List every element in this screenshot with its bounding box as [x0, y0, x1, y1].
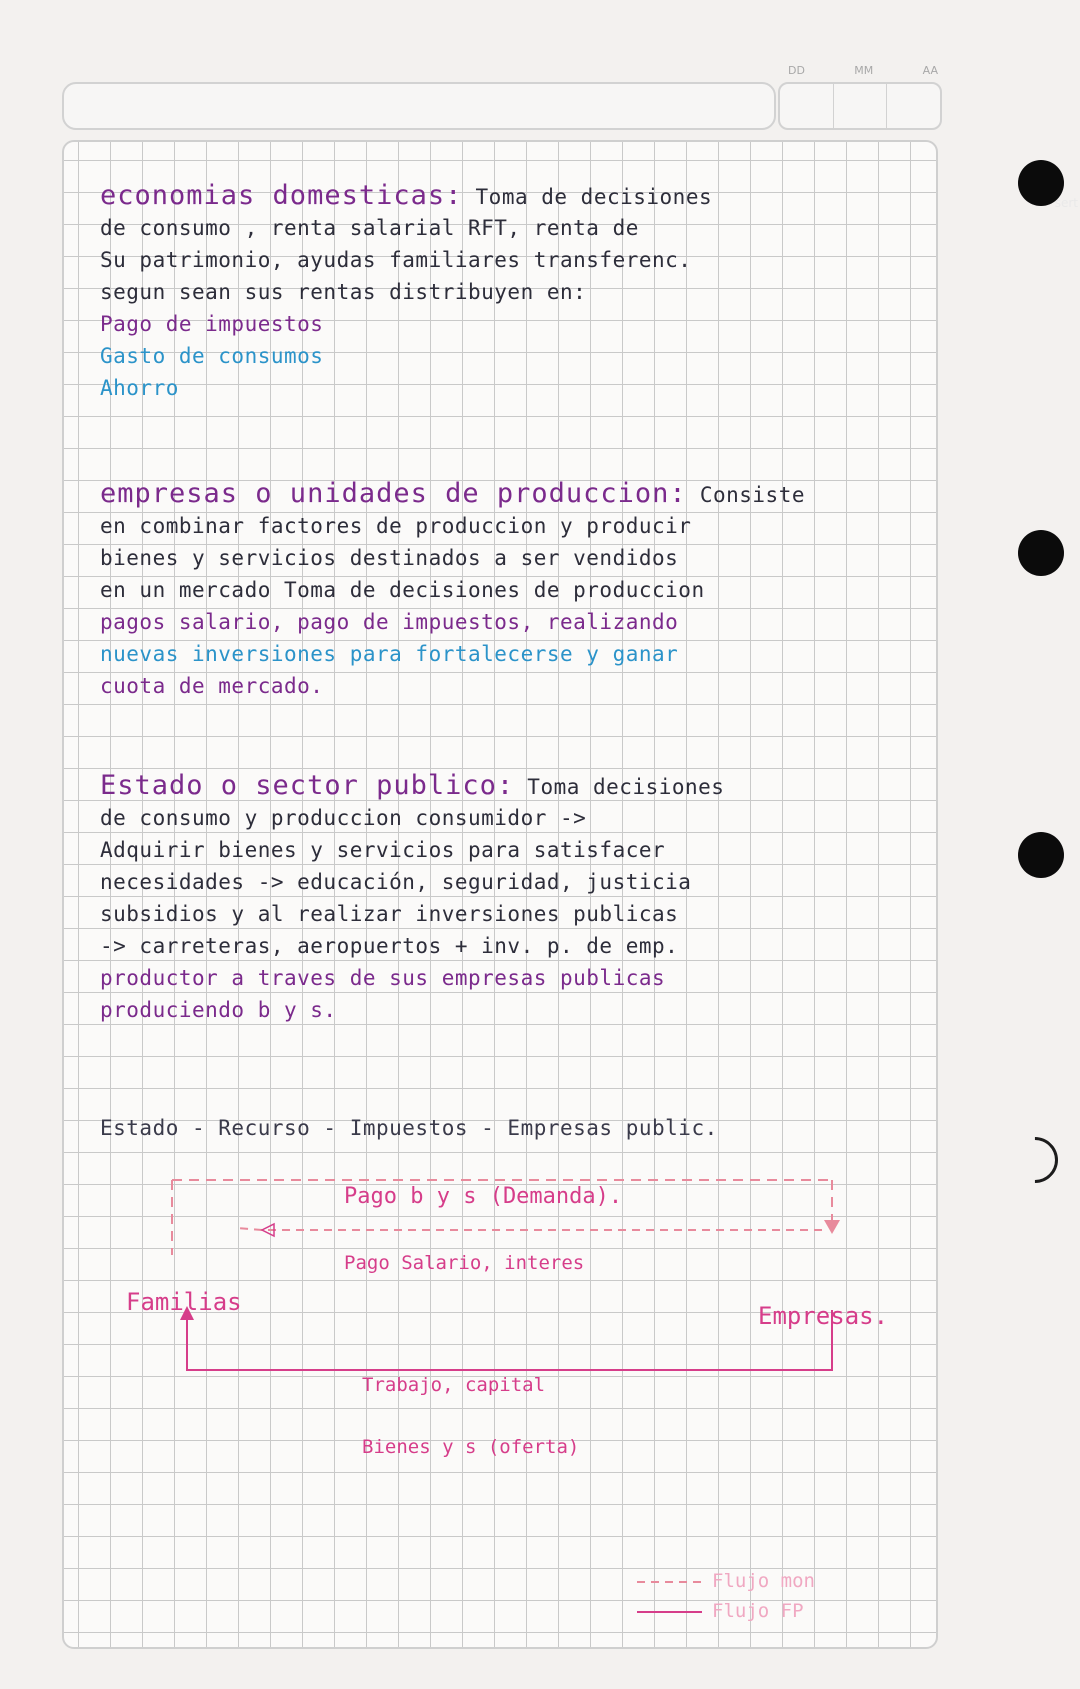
section3-title: Estado o sector publico:: [100, 770, 515, 801]
circular-flow-diagram: [62, 1160, 934, 1640]
section2-line-4: en un mercado Toma de decisiones de produccion: [100, 578, 705, 602]
factor-loop-solid: [187, 1310, 832, 1370]
section3-line-6: -> carreteras, aeropuertos + inv. p. de emp.: [100, 934, 679, 958]
section-empresas: [100, 478, 930, 702]
flow-label-bienes: Bienes y s (oferta): [362, 1436, 580, 1458]
flow-label-pago-bys: Pago b y s (Demanda).: [344, 1184, 623, 1209]
section-estado: [100, 770, 930, 1026]
section2-line-7: cuota de mercado.: [100, 674, 324, 698]
section3-line-2: de consumo y produccion consumidor ->: [100, 806, 587, 830]
date-cell-month: [834, 84, 888, 128]
date-labels: [788, 64, 938, 77]
section3-line-8: produciendo b y s.: [100, 998, 337, 1022]
flow-label-pago-salario: Pago Salario, interes: [344, 1252, 585, 1274]
section3-line-7: productor a traves de sus empresas publicas: [100, 966, 666, 990]
section-economias-domesticas: [100, 180, 930, 404]
binder-hole-4: [1002, 1127, 1067, 1192]
date-cell-day: [780, 84, 834, 128]
section2-line-1: Consiste: [699, 483, 805, 507]
section1-line-4: segun sean sus rentas distribuyen en:: [100, 280, 587, 304]
section2-line-3: bienes y servicios destinados a ser vendidos: [100, 546, 679, 570]
section1-line-2: de consumo , renta salarial RFT, renta de: [100, 216, 639, 240]
section3-line-3: Adquirir bienes y servicios para satisfacer: [100, 838, 666, 862]
arrowhead-empresas: [824, 1220, 840, 1234]
date-field: [778, 82, 942, 130]
section1-line-1: Toma de decisiones: [475, 185, 713, 209]
binder-hole-2: [1018, 530, 1064, 576]
flow-label-trabajo: Trabajo, capital: [362, 1374, 546, 1396]
section2-line-6: nuevas inversiones para fortalecerse y ganar: [100, 642, 679, 666]
flow-arrows: [62, 1160, 934, 1640]
section3-line-4: necesidades -> educación, seguridad, justicia: [100, 870, 692, 894]
legend-fp: Flujo FP: [712, 1600, 804, 1622]
section1-line-3: Su patrimonio, ayudas familiares transferenc.: [100, 248, 692, 272]
title-field: [62, 82, 776, 130]
binder-hole-3: [1018, 832, 1064, 878]
legend-money: Flujo mon: [712, 1570, 815, 1592]
section3-line-5: subsidios y al realizar inversiones publicas: [100, 902, 679, 926]
date-label-day: DD: [788, 64, 805, 77]
date-label-month: MM: [854, 64, 874, 77]
section1-title: economias domesticas:: [100, 180, 463, 211]
date-cell-year: [887, 84, 940, 128]
summary-line: Estado - Recurso - Impuestos - Empresas public.: [100, 1116, 718, 1140]
date-label-year: AA: [922, 64, 938, 77]
money-inner-arrow: [237, 1228, 822, 1230]
section3-line-1: Toma decisiones: [527, 775, 725, 799]
section2-line-2: en combinar factores de produccion y producir: [100, 514, 692, 538]
node-empresas: Empresas.: [758, 1302, 889, 1330]
node-familias: Familias: [126, 1288, 242, 1316]
section1-line-5: Pago de impuestos: [100, 312, 324, 336]
section2-title: empresas o unidades de produccion:: [100, 478, 687, 509]
edge-tag: sert: [1054, 196, 1078, 210]
section2-line-5: pagos salario, pago de impuestos, realizando: [100, 610, 679, 634]
section1-line-7: Ahorro: [100, 376, 179, 400]
section1-line-6: Gasto de consumos: [100, 344, 324, 368]
